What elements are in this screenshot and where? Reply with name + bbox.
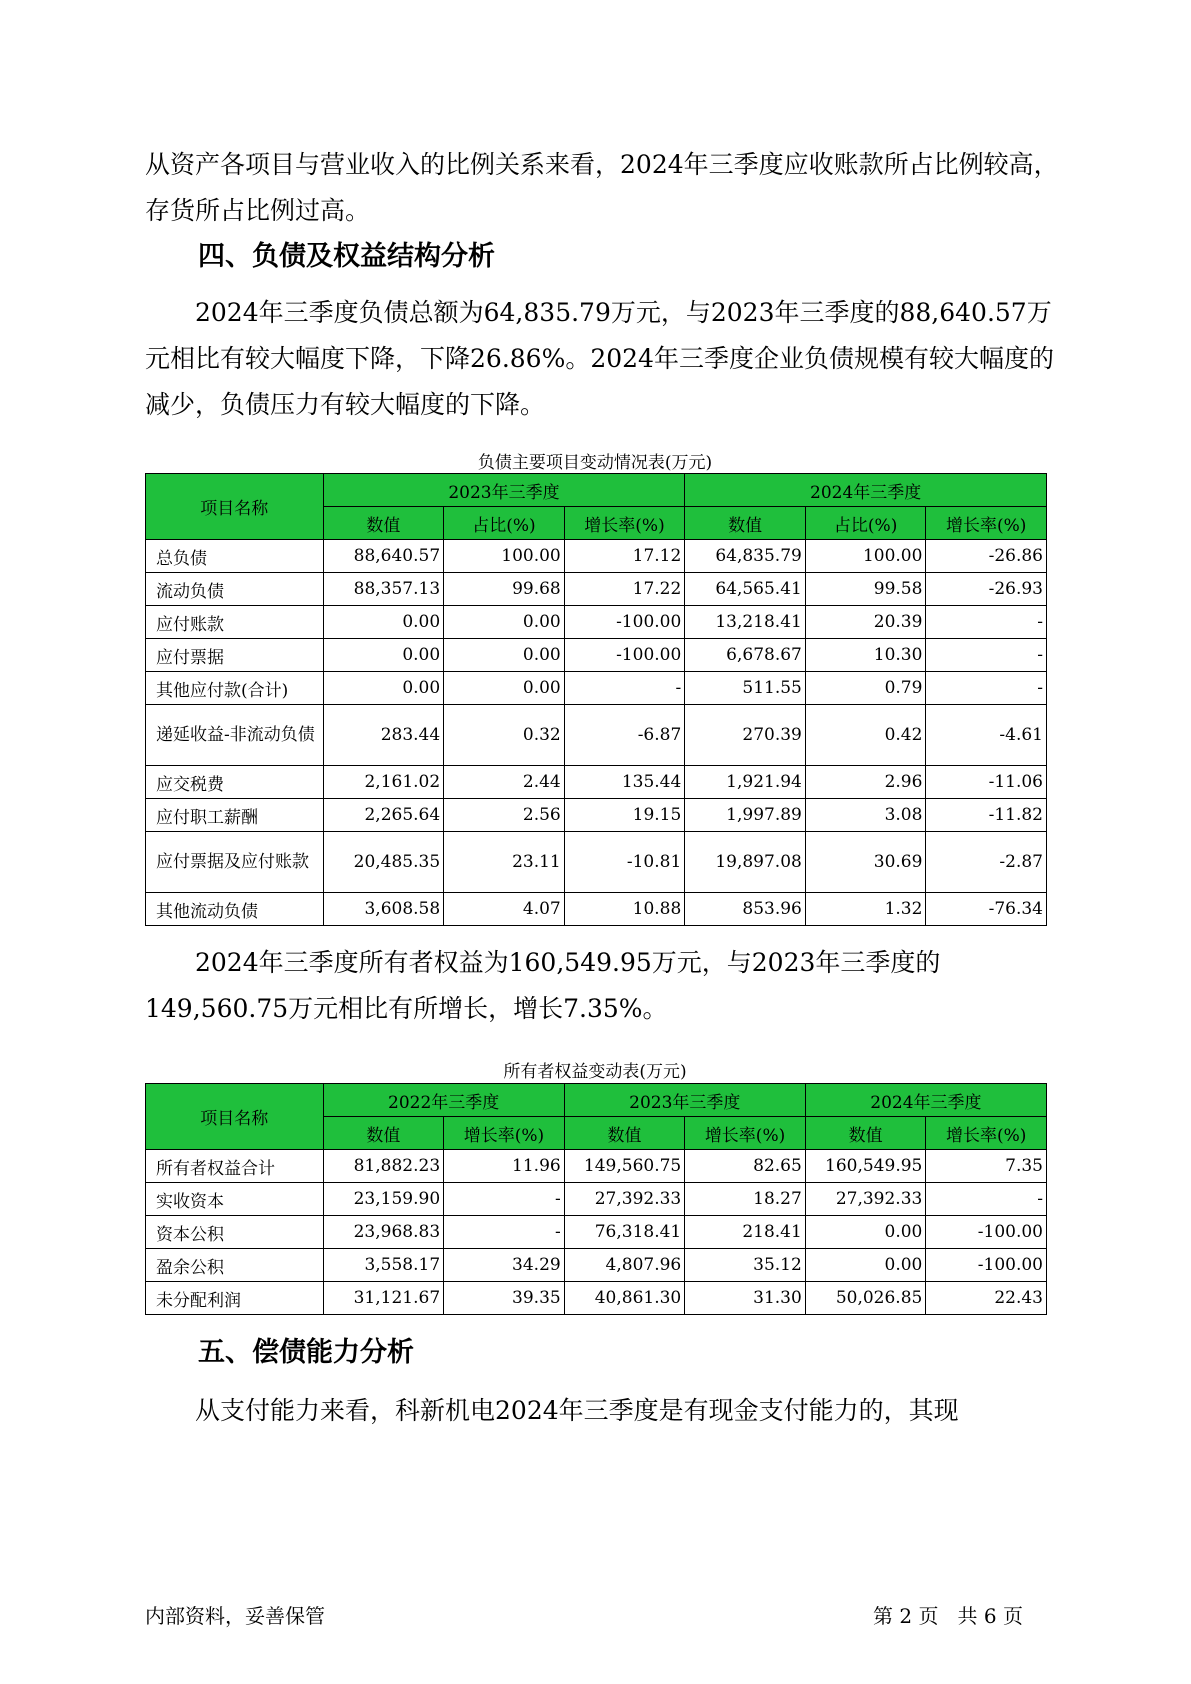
table-cell: -100.00	[564, 606, 685, 639]
table2-sub-header: 数值	[323, 1117, 444, 1150]
heading-solvency: 五、偿债能力分析	[198, 1337, 414, 1368]
table-row	[146, 1216, 1047, 1249]
table1-header-row	[146, 474, 1047, 507]
table-cell: 283.44	[323, 705, 444, 766]
table-cell: 100.00	[444, 540, 565, 573]
table-cell: 35.12	[685, 1249, 806, 1282]
paragraph-liability-total: 2024年三季度负债总额为64,835.79万元，与2023年三季度的88,640.57万元相比有较大幅度下降，下降26.86%。2024年三季度企业负债规模有较大幅度的减少，负债压力有较大幅度的下降。	[145, 298, 1054, 419]
table-cell: 3.08	[805, 799, 926, 832]
table1-sub-header: 增长率(%)	[926, 507, 1047, 540]
table-cell: 88,640.57	[323, 540, 444, 573]
table2-caption: 所有者权益变动表(万元)	[503, 1062, 687, 1082]
row-label: 实收资本	[146, 1183, 324, 1216]
table1-group-2024: 2024年三季度	[685, 474, 1047, 507]
table-cell: 17.22	[564, 573, 685, 606]
table-cell: 10.88	[564, 893, 685, 926]
row-label: 其他流动负债	[146, 893, 324, 926]
table2-sub-header: 数值	[564, 1117, 685, 1150]
table-cell: 0.79	[805, 672, 926, 705]
row-label: 其他应付款(合计)	[146, 672, 324, 705]
table1-caption: 负债主要项目变动情况表(万元)	[477, 453, 713, 473]
table-cell: 1.32	[805, 893, 926, 926]
table-row	[146, 639, 1047, 672]
table-cell: 19,897.08	[685, 832, 806, 893]
table-cell: 4,807.96	[564, 1249, 685, 1282]
table-cell: 2,161.02	[323, 766, 444, 799]
row-label: 未分配利润	[146, 1282, 324, 1315]
table-cell: 34.29	[444, 1249, 565, 1282]
table-cell: -4.61	[926, 705, 1047, 766]
table-cell: 2,265.64	[323, 799, 444, 832]
equity-table	[145, 1083, 1047, 1315]
table-cell: 11.96	[444, 1150, 565, 1183]
table-row	[146, 1183, 1047, 1216]
table-cell: -	[444, 1183, 565, 1216]
table-cell: 18.27	[685, 1183, 806, 1216]
table-cell: 23,968.83	[323, 1216, 444, 1249]
table-cell: 64,835.79	[685, 540, 806, 573]
paragraph-equity-total: 2024年三季度所有者权益为160,549.95万元，与2023年三季度的149,560.75万元相比有所增长，增长7.35%。	[145, 948, 941, 1023]
table-cell: 6,678.67	[685, 639, 806, 672]
row-label: 应付票据及应付账款	[146, 832, 324, 893]
table-cell: 0.00	[323, 672, 444, 705]
liability-table	[145, 473, 1047, 926]
table1-sub-header: 占比(%)	[444, 507, 565, 540]
table-cell: -	[444, 1216, 565, 1249]
footer-left: 内部资料，妥善保管	[145, 1604, 325, 1628]
table-cell: -	[926, 672, 1047, 705]
table-row	[146, 893, 1047, 926]
row-label: 应付职工薪酬	[146, 799, 324, 832]
table-cell: 0.32	[444, 705, 565, 766]
table-cell: 20,485.35	[323, 832, 444, 893]
table-cell: 20.39	[805, 606, 926, 639]
row-label: 流动负债	[146, 573, 324, 606]
table1-sub-header: 增长率(%)	[564, 507, 685, 540]
table-cell: 0.00	[323, 606, 444, 639]
row-label: 应付票据	[146, 639, 324, 672]
table-row	[146, 573, 1047, 606]
table-cell: 511.55	[685, 672, 806, 705]
table-cell: 50,026.85	[805, 1282, 926, 1315]
table-cell: -76.34	[926, 893, 1047, 926]
table-cell: 0.00	[805, 1216, 926, 1249]
table2-header-row	[146, 1084, 1047, 1117]
table1-col-name: 项目名称	[146, 474, 324, 540]
table-cell: -100.00	[564, 639, 685, 672]
row-label: 盈余公积	[146, 1249, 324, 1282]
footer-page-number: 第 2 页 共 6 页	[873, 1604, 1023, 1628]
table-row	[146, 672, 1047, 705]
table-cell: 99.58	[805, 573, 926, 606]
row-label: 应交税费	[146, 766, 324, 799]
table1-sub-header: 占比(%)	[805, 507, 926, 540]
table-cell: 0.00	[444, 639, 565, 672]
table-cell: 100.00	[805, 540, 926, 573]
table-cell: 270.39	[685, 705, 806, 766]
table2-col-name: 项目名称	[146, 1084, 324, 1150]
table-cell: 135.44	[564, 766, 685, 799]
table2-group-2022: 2022年三季度	[323, 1084, 564, 1117]
table-cell: 39.35	[444, 1282, 565, 1315]
table-cell: 40,861.30	[564, 1282, 685, 1315]
table-cell: -	[564, 672, 685, 705]
table-cell: 0.00	[805, 1249, 926, 1282]
table-cell: 149,560.75	[564, 1150, 685, 1183]
table-cell: -26.93	[926, 573, 1047, 606]
table-cell: -	[926, 639, 1047, 672]
row-label: 应付账款	[146, 606, 324, 639]
table-cell: 82.65	[685, 1150, 806, 1183]
table-row	[146, 766, 1047, 799]
table-cell: 27,392.33	[805, 1183, 926, 1216]
table-cell: 10.30	[805, 639, 926, 672]
table-cell: 88,357.13	[323, 573, 444, 606]
table-row	[146, 606, 1047, 639]
table-cell: 1,997.89	[685, 799, 806, 832]
table2-sub-header: 增长率(%)	[685, 1117, 806, 1150]
table2-group-2023: 2023年三季度	[564, 1084, 805, 1117]
row-label: 资本公积	[146, 1216, 324, 1249]
table-cell: 0.00	[444, 606, 565, 639]
table-cell: 160,549.95	[805, 1150, 926, 1183]
table-cell: 99.68	[444, 573, 565, 606]
table1-group-2023: 2023年三季度	[323, 474, 685, 507]
table2-sub-header: 增长率(%)	[444, 1117, 565, 1150]
table-cell: 3,558.17	[323, 1249, 444, 1282]
table-row	[146, 832, 1047, 893]
table-cell: 22.43	[926, 1282, 1047, 1315]
table-cell: 23,159.90	[323, 1183, 444, 1216]
table-cell: 2.56	[444, 799, 565, 832]
table-cell: 0.42	[805, 705, 926, 766]
table-cell: 23.11	[444, 832, 565, 893]
table-cell: 76,318.41	[564, 1216, 685, 1249]
table-cell: 27,392.33	[564, 1183, 685, 1216]
paragraph-asset-ratio: 从资产各项目与营业收入的比例关系来看，2024年三季度应收账款所占比例较高，存货所占比例过高。	[145, 150, 1059, 225]
table-cell: 2.96	[805, 766, 926, 799]
table-row	[146, 799, 1047, 832]
table-cell: 64,565.41	[685, 573, 806, 606]
table-cell: 19.15	[564, 799, 685, 832]
table2-sub-header: 数值	[805, 1117, 926, 1150]
table-cell: -2.87	[926, 832, 1047, 893]
table-cell: 31.30	[685, 1282, 806, 1315]
table-cell: 17.12	[564, 540, 685, 573]
table-cell: 3,608.58	[323, 893, 444, 926]
table-cell: -10.81	[564, 832, 685, 893]
table2-group-2024: 2024年三季度	[805, 1084, 1046, 1117]
table-cell: 0.00	[444, 672, 565, 705]
table-cell: -11.82	[926, 799, 1047, 832]
table-cell: -100.00	[926, 1249, 1047, 1282]
table-cell: 7.35	[926, 1150, 1047, 1183]
table-cell: -100.00	[926, 1216, 1047, 1249]
table-cell: 30.69	[805, 832, 926, 893]
table2-sub-header: 增长率(%)	[926, 1117, 1047, 1150]
table-row	[146, 1282, 1047, 1315]
table-cell: 1,921.94	[685, 766, 806, 799]
table-cell: -11.06	[926, 766, 1047, 799]
table1-sub-header: 数值	[323, 507, 444, 540]
table-cell: 2.44	[444, 766, 565, 799]
heading-liability-equity: 四、负债及权益结构分析	[198, 241, 495, 272]
table-cell: 31,121.67	[323, 1282, 444, 1315]
row-label: 递延收益-非流动负债	[146, 705, 324, 766]
table1-sub-header: 数值	[685, 507, 806, 540]
table-row	[146, 540, 1047, 573]
paragraph-payment-ability: 从支付能力来看，科新机电2024年三季度是有现金支付能力的，其现	[195, 1396, 959, 1425]
table-row	[146, 1150, 1047, 1183]
table-cell: -26.86	[926, 540, 1047, 573]
row-label: 总负债	[146, 540, 324, 573]
table-cell: -	[926, 1183, 1047, 1216]
table-cell: 218.41	[685, 1216, 806, 1249]
table-cell: 853.96	[685, 893, 806, 926]
table-cell: 0.00	[323, 639, 444, 672]
table-cell: -6.87	[564, 705, 685, 766]
row-label: 所有者权益合计	[146, 1150, 324, 1183]
table-row	[146, 705, 1047, 766]
table-cell: 81,882.23	[323, 1150, 444, 1183]
table-cell: -	[926, 606, 1047, 639]
table-row	[146, 1249, 1047, 1282]
table-cell: 13,218.41	[685, 606, 806, 639]
table-cell: 4.07	[444, 893, 565, 926]
